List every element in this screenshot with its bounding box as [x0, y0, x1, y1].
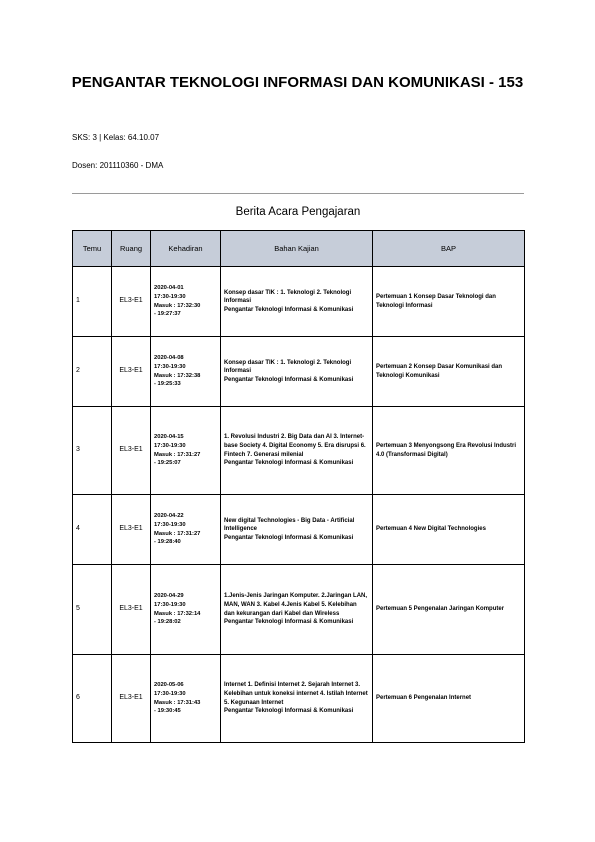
cell-kehadiran: 2020-04-22 17:30-19:30 Masuk : 17:31:27 - 19:28:40 [151, 495, 221, 565]
table-row [73, 655, 525, 743]
sks-class-info: SKS: 3 | Kelas: 64.10.07 [72, 133, 160, 142]
cell-bap: Pertemuan 6 Pengenalan Internet [373, 655, 525, 743]
cell-temu: 5 [73, 565, 112, 655]
cell-bap: Pertemuan 5 Pengenalan Jaringan Komputer [373, 565, 525, 655]
cell-bahan-kajian: Konsep dasar TIK : 1. Teknologi 2. Teknologi Informasi Pengantar Teknologi Informasi & Komunikasi [221, 337, 373, 407]
cell-ruang: EL3-E1 [112, 565, 151, 655]
cell-temu: 1 [73, 267, 112, 337]
cell-kehadiran: 2020-04-15 17:30-19:30 Masuk : 17:31:27 - 19:25:07 [151, 407, 221, 495]
table-row [73, 337, 525, 407]
teaching-report-table [72, 230, 525, 743]
header-bap: BAP [373, 231, 525, 267]
cell-temu: 2 [73, 337, 112, 407]
table-row [73, 407, 525, 495]
table-header-row [73, 231, 525, 267]
cell-bap: Pertemuan 2 Konsep Dasar Komunikasi dan Teknologi Komunikasi [373, 337, 525, 407]
cell-ruang: EL3-E1 [112, 337, 151, 407]
cell-temu: 3 [73, 407, 112, 495]
cell-bap: Pertemuan 3 Menyongsong Era Revolusi Industri 4.0 (Transformasi Digital) [373, 407, 525, 495]
table-row [73, 565, 525, 655]
cell-bahan-kajian: 1. Revolusi Industri 2. Big Data dan AI 3. Internet-base Society 4. Digital Economy 5. Era disrupsi 6. Fintech 7. Generasi milenial Pengantar Teknologi Informasi & Komunikasi [221, 407, 373, 495]
header-kehadiran: Kehadiran [151, 231, 221, 267]
table-row [73, 495, 525, 565]
cell-temu: 4 [73, 495, 112, 565]
divider [72, 193, 524, 194]
cell-bahan-kajian: New digital Technologies - Big Data - Artificial Intelligence Pengantar Teknologi Informasi & Komunikasi [221, 495, 373, 565]
cell-kehadiran: 2020-05-06 17:30-19:30 Masuk : 17:31:43 - 19:30:45 [151, 655, 221, 743]
section-title: Berita Acara Pengajaran [235, 206, 361, 218]
cell-bap: Pertemuan 4 New Digital Technologies [373, 495, 525, 565]
cell-bahan-kajian: Internet 1. Definisi Internet 2. Sejarah Internet 3. Kelebihan untuk koneksi internet 4. Istilah Internet 5. Kegunaan Internet Pengantar Teknologi Informasi & Komunikasi [221, 655, 373, 743]
cell-temu: 6 [73, 655, 112, 743]
cell-kehadiran: 2020-04-29 17:30-19:30 Masuk : 17:32:14 - 19:28:02 [151, 565, 221, 655]
cell-ruang: EL3-E1 [112, 407, 151, 495]
document-title: PENGANTAR TEKNOLOGI INFORMASI DAN KOMUNIKASI - 153 [71, 74, 524, 91]
header-temu: Temu [73, 231, 112, 267]
cell-bahan-kajian: Konsep dasar TIK : 1. Teknologi 2. Teknologi Informasi Pengantar Teknologi Informasi & Komunikasi [221, 267, 373, 337]
cell-bap: Pertemuan 1 Konsep Dasar Teknologi dan Teknologi Informasi [373, 267, 525, 337]
header-bahan-kajian: Bahan Kajian [221, 231, 373, 267]
cell-ruang: EL3-E1 [112, 655, 151, 743]
cell-kehadiran: 2020-04-01 17:30-19:30 Masuk : 17:32:30 - 19:27:37 [151, 267, 221, 337]
table-row [73, 267, 525, 337]
header-ruang: Ruang [112, 231, 151, 267]
cell-kehadiran: 2020-04-08 17:30-19:30 Masuk : 17:32:38 - 19:25:33 [151, 337, 221, 407]
cell-ruang: EL3-E1 [112, 267, 151, 337]
cell-ruang: EL3-E1 [112, 495, 151, 565]
cell-bahan-kajian: 1.Jenis-Jenis Jaringan Komputer. 2.Jaringan LAN, MAN, WAN 3. Kabel 4.Jenis Kabel 5. Kelebihan dan kekurangan dari Kabel dan Wireless Pengantar Teknologi Informasi & Komunikasi [221, 565, 373, 655]
lecturer-info: Dosen: 201110360 - DMA [72, 161, 164, 170]
